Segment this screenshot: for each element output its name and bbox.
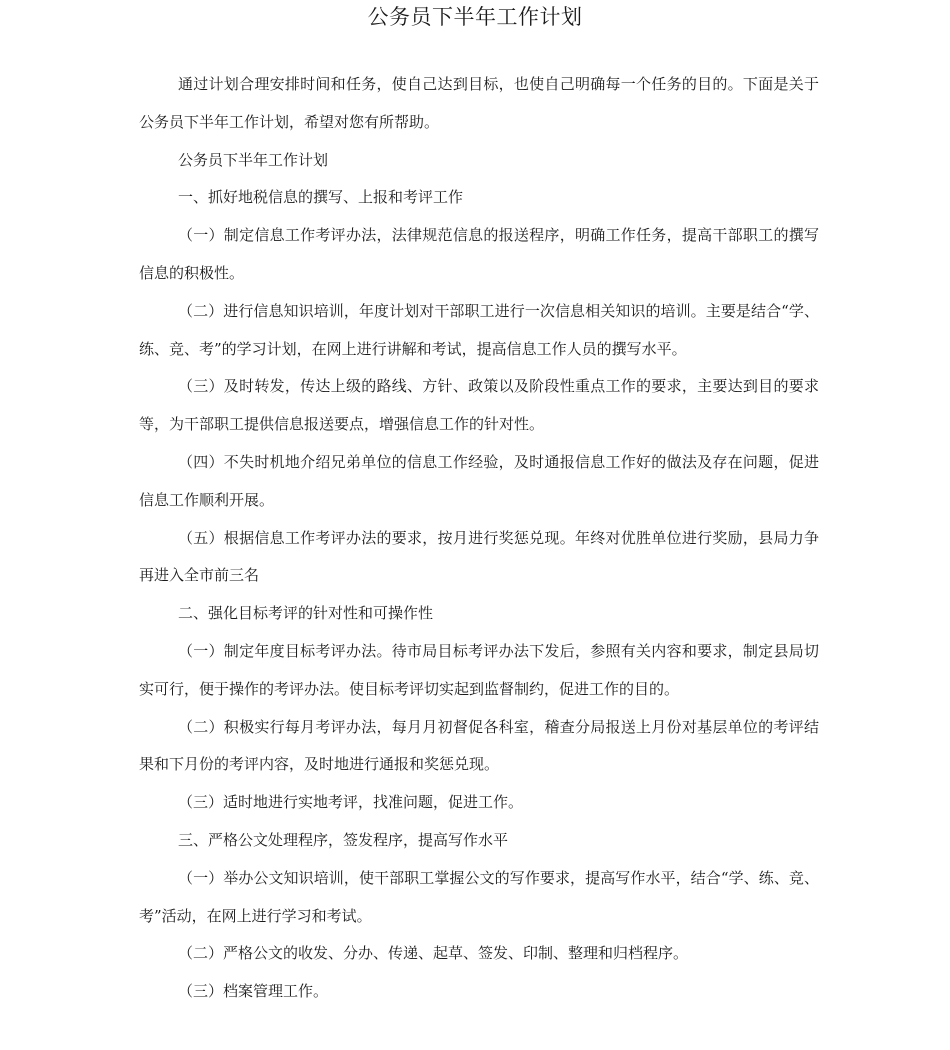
section-heading-3: 三、严格公文处理程序，签发程序，提高写作水平: [178, 830, 509, 849]
paragraph: （一）制定信息工作考评办法，法律规范信息的报送程序，明确工作任务，提高干部职工的撰写信息的积极性。: [139, 226, 819, 282]
section-heading-2: 二、强化目标考评的针对性和可操作性: [178, 604, 434, 623]
document-body: [139, 66, 819, 1011]
paragraph: （四）不失时机地介绍兄弟单位的信息工作经验，及时通报信息工作好的做法及存在问题，促进信息工作顺利开展。: [139, 452, 819, 509]
paragraph: （二）进行信息知识培训，年度计划对干部职工进行一次信息相关知识的培训。主要是结合“学、练、竞、考”的学习计划，在网上进行讲解和考试，提高信息工作人员的撰写水平。: [139, 301, 819, 358]
paragraph: （二）严格公文的收发、分办、传递、起草、签发、印制、整理和归档程序。: [178, 944, 689, 963]
section-heading-1: 一、抓好地税信息的撰写、上报和考评工作: [178, 188, 464, 207]
intro-paragraph: 通过计划合理安排时间和任务，使自己达到目标，也使自己明确每一个任务的目的。下面是关于公务员下半年工作计划，希望对您有所帮助。: [139, 75, 819, 131]
paragraph: （三）及时转发，传达上级的路线、方针、政策以及阶段性重点工作的要求，主要达到目的要求等，为干部职工提供信息报送要点，增强信息工作的针对性。: [139, 377, 819, 434]
subtitle-paragraph: 公务员下半年工作计划: [178, 150, 329, 169]
paragraph: （三）档案管理工作。: [178, 982, 329, 1001]
paragraph: （一）举办公文知识培训，使干部职工掌握公文的写作要求，提高写作水平，结合“学、练、竞、考”活动，在网上进行学习和考试。: [139, 868, 819, 925]
paragraph: （三）适时地进行实地考评，找准问题，促进工作。: [178, 793, 524, 812]
paragraph: （二）积极实行每月考评办法，每月月初督促各科室，稽查分局报送上月份对基层单位的考评结果和下月份的考评内容，及时地进行通报和奖惩兑现。: [139, 717, 819, 774]
document-title: 公务员下半年工作计划: [367, 5, 583, 29]
paragraph: （五）根据信息工作考评办法的要求，按月进行奖惩兑现。年终对优胜单位进行奖励，县局力争再进入全市前三名: [139, 528, 819, 585]
paragraph: （一）制定年度目标考评办法。待市局目标考评办法下发后，参照有关内容和要求，制定县局切实可行，便于操作的考评办法。使目标考评切实起到监督制约，促进工作的目的。: [139, 641, 819, 698]
